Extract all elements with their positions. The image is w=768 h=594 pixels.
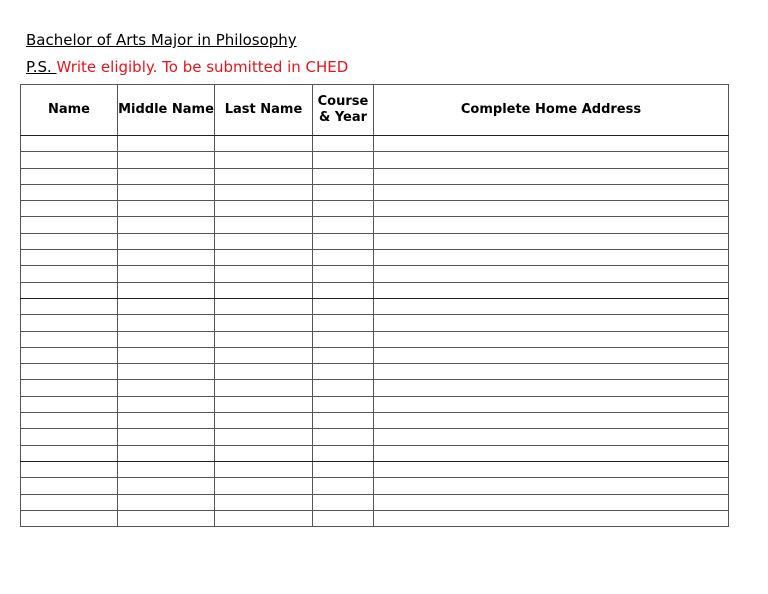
table-row bbox=[21, 413, 729, 429]
blank-cell-name bbox=[21, 233, 118, 249]
table-row bbox=[21, 461, 729, 477]
blank-cell-middle bbox=[118, 152, 215, 168]
table-row bbox=[21, 233, 729, 249]
blank-cell-course bbox=[313, 217, 374, 233]
blank-cell-middle bbox=[118, 233, 215, 249]
blank-cell-last bbox=[215, 510, 313, 526]
blank-cell-last bbox=[215, 347, 313, 363]
blank-cell-name bbox=[21, 201, 118, 217]
blank-cell-address bbox=[374, 217, 729, 233]
table-row bbox=[21, 478, 729, 494]
blank-cell-middle bbox=[118, 136, 215, 152]
blank-cell-course bbox=[313, 152, 374, 168]
blank-cell-address bbox=[374, 201, 729, 217]
blank-cell-name bbox=[21, 461, 118, 477]
blank-cell-middle bbox=[118, 461, 215, 477]
blank-cell-middle bbox=[118, 331, 215, 347]
blank-cell-course bbox=[313, 510, 374, 526]
submission-note bbox=[26, 58, 348, 76]
blank-cell-course bbox=[313, 168, 374, 184]
blank-cell-middle bbox=[118, 217, 215, 233]
table-row bbox=[21, 168, 729, 184]
table-row bbox=[21, 429, 729, 445]
blank-cell-address bbox=[374, 413, 729, 429]
blank-cell-middle bbox=[118, 168, 215, 184]
blank-cell-address bbox=[374, 364, 729, 380]
table-row bbox=[21, 201, 729, 217]
blank-cell-address bbox=[374, 429, 729, 445]
blank-cell-name bbox=[21, 494, 118, 510]
blank-cell-middle bbox=[118, 413, 215, 429]
roster-body bbox=[21, 136, 729, 527]
blank-cell-name bbox=[21, 250, 118, 266]
blank-cell-middle bbox=[118, 380, 215, 396]
blank-cell-course bbox=[313, 445, 374, 461]
table-row bbox=[21, 331, 729, 347]
blank-cell-course bbox=[313, 478, 374, 494]
blank-cell-name bbox=[21, 396, 118, 412]
blank-cell-last bbox=[215, 298, 313, 314]
blank-cell-middle bbox=[118, 250, 215, 266]
blank-cell-name bbox=[21, 152, 118, 168]
blank-cell-name bbox=[21, 347, 118, 363]
table-row bbox=[21, 494, 729, 510]
blank-cell-name bbox=[21, 380, 118, 396]
blank-cell-course bbox=[313, 250, 374, 266]
blank-cell-middle bbox=[118, 298, 215, 314]
blank-cell-name bbox=[21, 136, 118, 152]
blank-cell-address bbox=[374, 461, 729, 477]
column-header-middle-name: Middle Name bbox=[118, 85, 215, 136]
table-row bbox=[21, 298, 729, 314]
table-row bbox=[21, 282, 729, 298]
blank-cell-last bbox=[215, 250, 313, 266]
roster-table bbox=[20, 84, 729, 527]
blank-cell-last bbox=[215, 152, 313, 168]
blank-cell-name bbox=[21, 168, 118, 184]
blank-cell-address bbox=[374, 233, 729, 249]
blank-cell-last bbox=[215, 478, 313, 494]
blank-cell-last bbox=[215, 136, 313, 152]
blank-cell-middle bbox=[118, 282, 215, 298]
column-header-course-year: Course & Year bbox=[313, 85, 374, 136]
blank-cell-name bbox=[21, 184, 118, 200]
blank-cell-address bbox=[374, 510, 729, 526]
table-row bbox=[21, 315, 729, 331]
table-row bbox=[21, 136, 729, 152]
blank-cell-course bbox=[313, 184, 374, 200]
blank-cell-last bbox=[215, 461, 313, 477]
blank-cell-last bbox=[215, 184, 313, 200]
blank-cell-name bbox=[21, 331, 118, 347]
blank-cell-name bbox=[21, 364, 118, 380]
blank-cell-course bbox=[313, 461, 374, 477]
blank-cell-address bbox=[374, 266, 729, 282]
blank-cell-address bbox=[374, 152, 729, 168]
blank-cell-name bbox=[21, 429, 118, 445]
blank-cell-name bbox=[21, 510, 118, 526]
blank-cell-middle bbox=[118, 201, 215, 217]
blank-cell-course bbox=[313, 347, 374, 363]
blank-cell-last bbox=[215, 445, 313, 461]
note-text: Write eligibly. To be submitted in CHED bbox=[56, 58, 349, 76]
blank-cell-address bbox=[374, 396, 729, 412]
blank-cell-address bbox=[374, 315, 729, 331]
blank-cell-last bbox=[215, 315, 313, 331]
blank-cell-address bbox=[374, 250, 729, 266]
blank-cell-middle bbox=[118, 445, 215, 461]
blank-cell-last bbox=[215, 201, 313, 217]
blank-cell-course bbox=[313, 413, 374, 429]
blank-cell-last bbox=[215, 364, 313, 380]
blank-cell-address bbox=[374, 331, 729, 347]
blank-cell-address bbox=[374, 347, 729, 363]
blank-cell-middle bbox=[118, 184, 215, 200]
table-row bbox=[21, 250, 729, 266]
blank-cell-last bbox=[215, 413, 313, 429]
blank-cell-middle bbox=[118, 347, 215, 363]
blank-cell-address bbox=[374, 184, 729, 200]
blank-cell-name bbox=[21, 478, 118, 494]
note-prefix: P.S. bbox=[26, 58, 57, 76]
table-row bbox=[21, 266, 729, 282]
blank-cell-name bbox=[21, 315, 118, 331]
blank-cell-name bbox=[21, 298, 118, 314]
blank-cell-last bbox=[215, 396, 313, 412]
blank-cell-last bbox=[215, 266, 313, 282]
blank-cell-course bbox=[313, 315, 374, 331]
blank-cell-middle bbox=[118, 510, 215, 526]
blank-cell-middle bbox=[118, 478, 215, 494]
blank-cell-address bbox=[374, 282, 729, 298]
column-header-name: Name bbox=[21, 85, 118, 136]
table-row bbox=[21, 380, 729, 396]
table-row bbox=[21, 184, 729, 200]
blank-cell-last bbox=[215, 217, 313, 233]
blank-cell-middle bbox=[118, 429, 215, 445]
table-row bbox=[21, 396, 729, 412]
blank-cell-course bbox=[313, 282, 374, 298]
blank-cell-last bbox=[215, 282, 313, 298]
header-row bbox=[21, 85, 729, 136]
blank-cell-course bbox=[313, 298, 374, 314]
blank-cell-course bbox=[313, 233, 374, 249]
table-row bbox=[21, 445, 729, 461]
table-row bbox=[21, 364, 729, 380]
blank-cell-address bbox=[374, 478, 729, 494]
blank-cell-course bbox=[313, 494, 374, 510]
blank-cell-name bbox=[21, 282, 118, 298]
blank-cell-last bbox=[215, 331, 313, 347]
blank-cell-last bbox=[215, 429, 313, 445]
table-row bbox=[21, 217, 729, 233]
blank-cell-course bbox=[313, 380, 374, 396]
blank-cell-course bbox=[313, 331, 374, 347]
blank-cell-course bbox=[313, 136, 374, 152]
blank-cell-name bbox=[21, 445, 118, 461]
blank-cell-middle bbox=[118, 364, 215, 380]
blank-cell-course bbox=[313, 429, 374, 445]
blank-cell-name bbox=[21, 413, 118, 429]
blank-cell-middle bbox=[118, 315, 215, 331]
blank-cell-middle bbox=[118, 266, 215, 282]
blank-cell-course bbox=[313, 201, 374, 217]
column-header-last-name: Last Name bbox=[215, 85, 313, 136]
blank-cell-course bbox=[313, 266, 374, 282]
blank-cell-course bbox=[313, 396, 374, 412]
blank-cell-course bbox=[313, 364, 374, 380]
blank-cell-last bbox=[215, 494, 313, 510]
blank-cell-middle bbox=[118, 494, 215, 510]
blank-cell-name bbox=[21, 217, 118, 233]
blank-cell-last bbox=[215, 380, 313, 396]
column-header-home-address: Complete Home Address bbox=[374, 85, 729, 136]
blank-cell-address bbox=[374, 136, 729, 152]
table-row bbox=[21, 510, 729, 526]
blank-cell-name bbox=[21, 266, 118, 282]
blank-cell-last bbox=[215, 168, 313, 184]
blank-cell-address bbox=[374, 168, 729, 184]
blank-cell-address bbox=[374, 380, 729, 396]
table-row bbox=[21, 347, 729, 363]
blank-cell-address bbox=[374, 298, 729, 314]
document-title: Bachelor of Arts Major in Philosophy bbox=[26, 31, 297, 49]
table-row bbox=[21, 152, 729, 168]
blank-cell-address bbox=[374, 445, 729, 461]
blank-cell-address bbox=[374, 494, 729, 510]
blank-cell-last bbox=[215, 233, 313, 249]
blank-cell-middle bbox=[118, 396, 215, 412]
